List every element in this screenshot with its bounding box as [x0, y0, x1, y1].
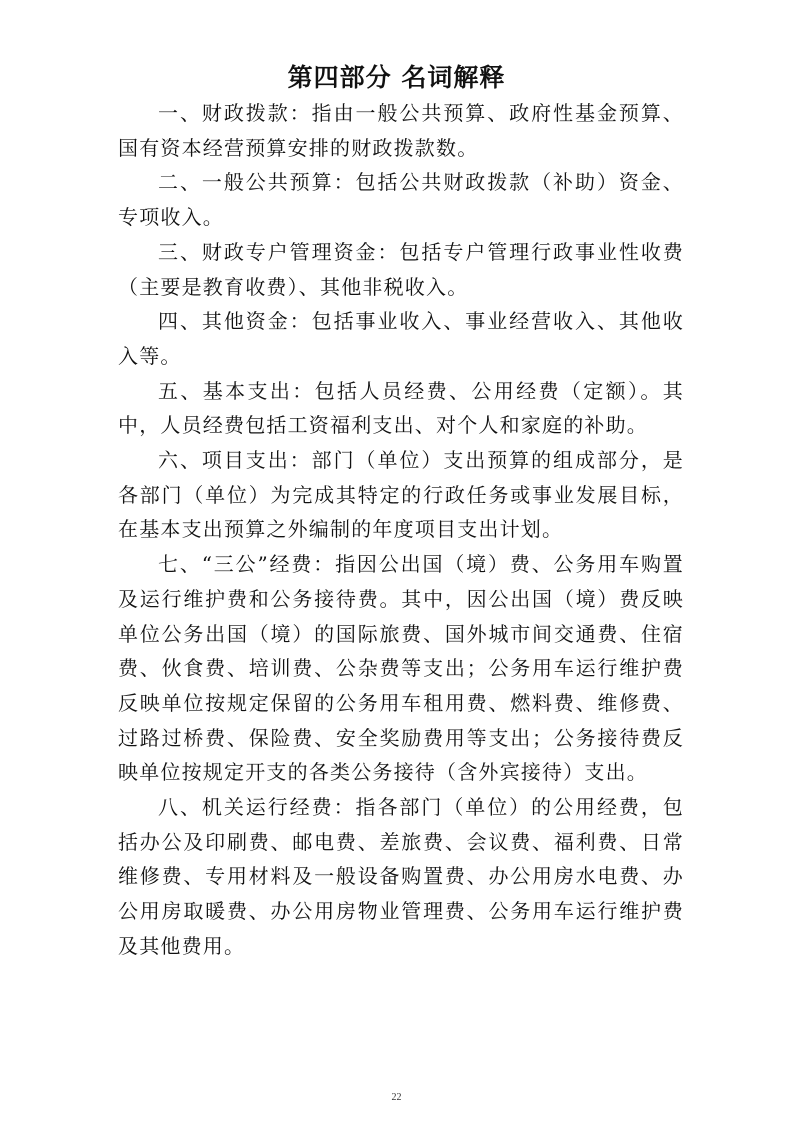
section-title: 第四部分 名词解释 — [287, 63, 506, 92]
glossary-item-agency-operating-expenses: 八、机关运行经费：指各部门（单位）的公用经费，包括办公及印刷费、邮电费、差旅费、会议费、福利费、日常维修费、专用材料及一般设备购置费、办公用房水电费、办公用房取暖费、办公用房物业管理费、公务用车运行维护费及其他费用。 — [118, 795, 684, 958]
glossary-item-basic-expenditure: 五、基本支出：包括人员经费、公用经费（定额）。其中，人员经费包括工资福利支出、对个人和家庭的补助。 — [118, 378, 684, 438]
glossary-item-other-funds: 四、其他资金：包括事业收入、事业经营收入、其他收入等。 — [118, 309, 684, 368]
glossary-item-project-expenditure: 六、项目支出：部门（单位）支出预算的组成部分，是各部门（单位）为完成其特定的行政任务或事业发展目标，在基本支出预算之外编制的年度项目支出计划。 — [118, 448, 684, 542]
glossary-item-fiscal-appropriation: 一、财政拨款：指由一般公共预算、政府性基金预算、国有资本经营预算安排的财政拨款数。 — [118, 101, 684, 160]
glossary-item-general-public-budget: 二、一般公共预算：包括公共财政拨款（补助）资金、专项收入。 — [118, 170, 684, 230]
glossary-item-three-public-expenses: 七、“三公”经费：指因公出国（境）费、公务用车购置及运行维护费和公务接待费。其中，因公出国（境）费反映单位公务出国（境）的国际旅费、国外城市间交通费、住宿费、伙食费、培训费、公杂费等支出；公务用车运行维护费反映单位按规定保留的公务用车租用费、燃料费、维修费、过路过桥费、保险费、安全奖励费用等支出；公务接待费反映单位按规定开支的各类公务接待（含外宾接待）支出。 — [118, 552, 684, 785]
glossary-item-special-account-funds: 三、财政专户管理资金：包括专户管理行政事业性收费（主要是教育收费）、其他非税收入。 — [118, 239, 684, 299]
glossary-body — [118, 96, 684, 964]
page-number: 22 — [391, 1092, 402, 1103]
